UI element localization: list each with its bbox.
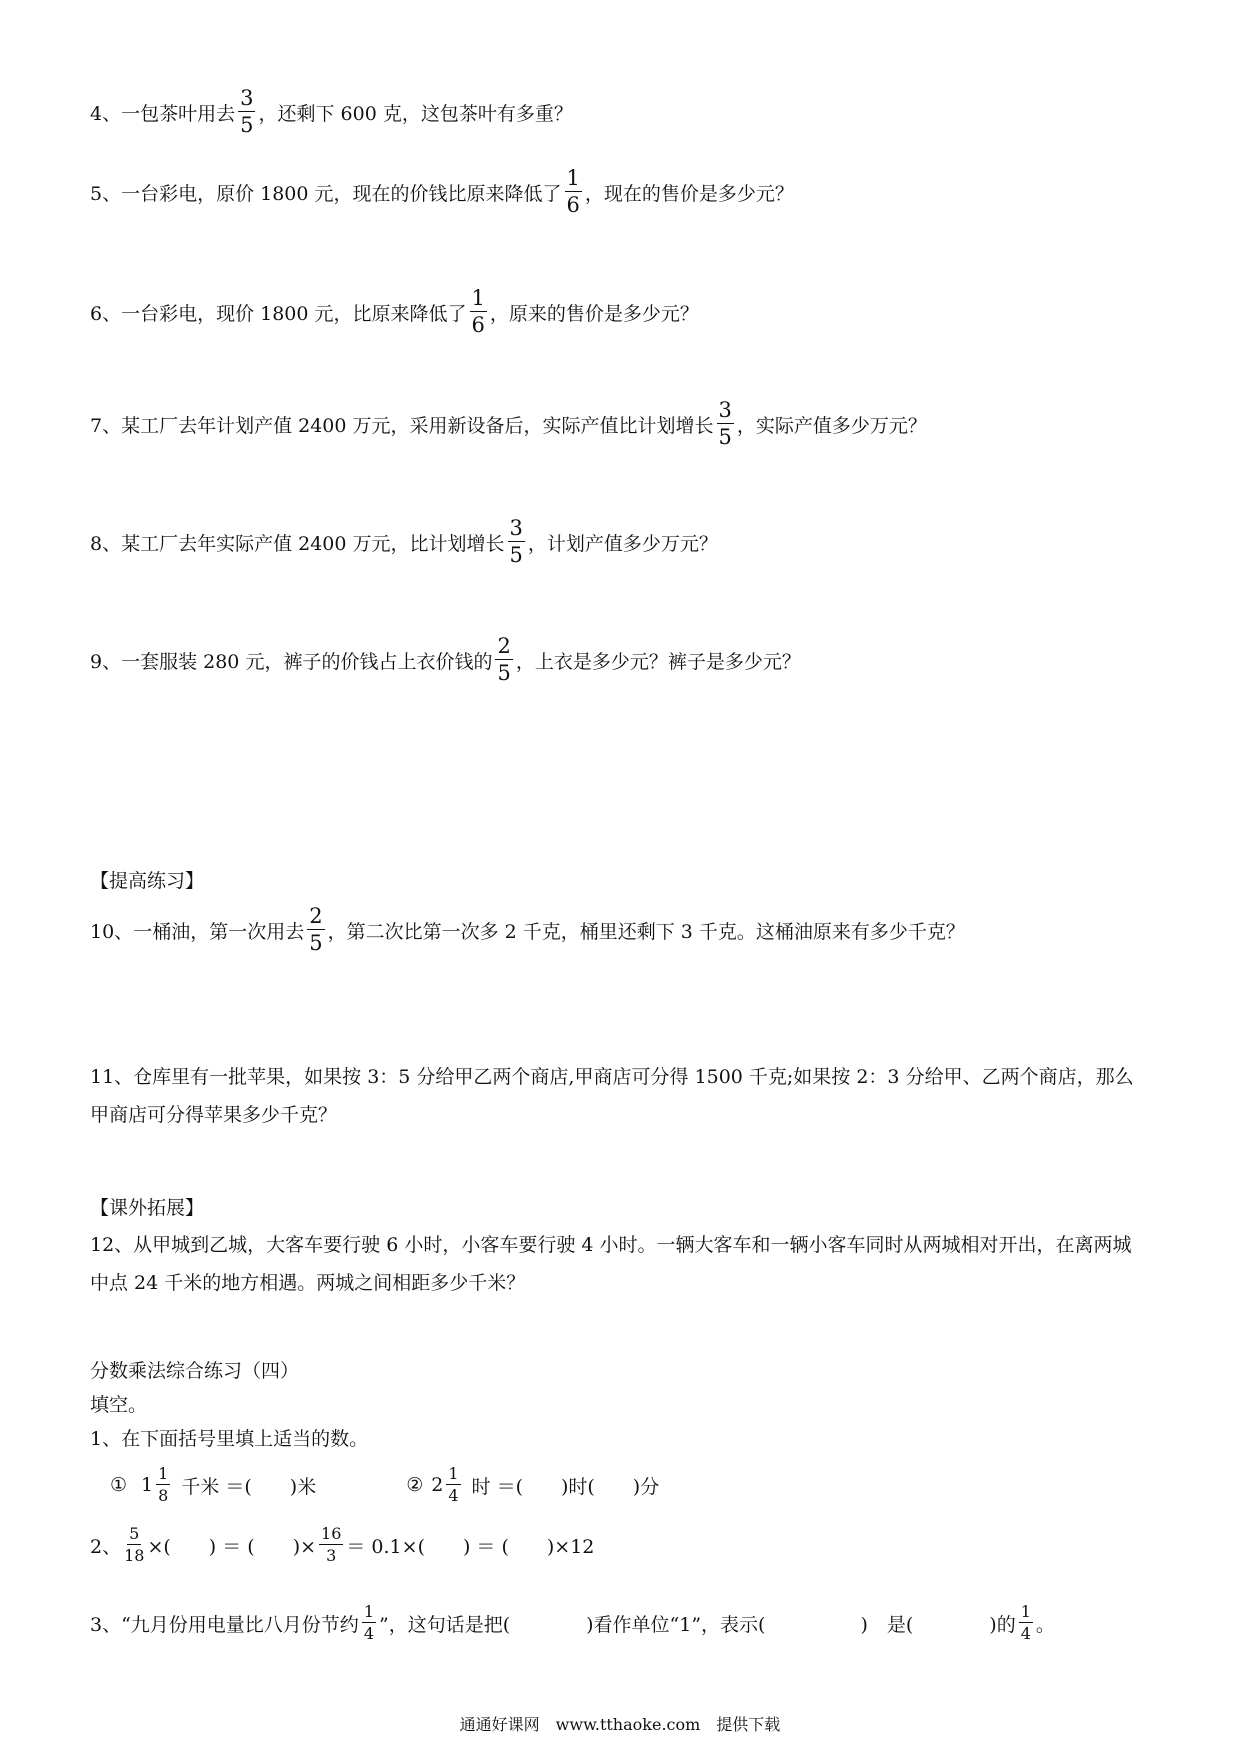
item-marker: ②	[406, 1474, 424, 1496]
problem-number: 6、	[90, 302, 122, 325]
whole-part: 1	[141, 1474, 154, 1496]
section-extension-heading: 【课外拓展】	[90, 1197, 205, 1219]
numerator: 3	[509, 516, 523, 540]
section-advanced-heading: 【提高练习】	[90, 870, 205, 892]
denominator: 5	[497, 661, 511, 685]
numerator: 3	[240, 86, 254, 110]
fraction	[508, 518, 525, 566]
fill-blank-label: 填空。	[90, 1394, 148, 1416]
problem-number: 5、	[90, 182, 122, 205]
question-text: 3、“九月份用电量比八月份节约	[90, 1613, 359, 1636]
fraction	[362, 1604, 376, 1642]
numerator: 16	[321, 1524, 342, 1543]
question-text: ”，这句话是把( )看作单位“1”，表示( ) 是( )的	[379, 1613, 1016, 1636]
problem-6	[90, 288, 699, 336]
item-text: 时 ＝( )时( )分	[471, 1475, 660, 1498]
problem-text: ，实际产值多少万元？	[736, 414, 927, 437]
problem-number: 4、	[90, 102, 122, 125]
problem-text: ，原来的售价是多少元？	[489, 302, 699, 325]
mixed-number	[141, 1466, 173, 1504]
problem-10	[90, 906, 965, 954]
numerator: 5	[129, 1524, 140, 1543]
page-footer: 通通好课网 www.tthaoke.com 提供下载	[459, 1715, 781, 1734]
problem-text: 某工厂去年计划产值 2400 万元，采用新设备后，实际产值比计划增长	[121, 414, 714, 437]
fraction	[319, 1526, 343, 1564]
problem-12: 12、从甲城到乙城，大客车要行驶 6 小时，小客车要行驶 4 小时。一辆大客车和一辆小客车同时从两城相对开出，在离两城中点 24 千米的地方相遇。两城之间相距多少千米？	[90, 1234, 1132, 1294]
problem-text: ，计划产值多少万元？	[527, 532, 718, 555]
problem-number: 9、	[90, 650, 122, 673]
problem-text: 一桶油，第一次用去	[133, 920, 305, 943]
numerator: 1	[1020, 1602, 1031, 1621]
fraction	[446, 1466, 460, 1504]
numerator: 1	[566, 166, 580, 190]
problem-number: 10、	[90, 920, 134, 943]
problem-11: 11、仓库里有一批苹果，如果按 3：5 分给甲乙两个商店,甲商店可分得 1500 千克;如果按 2：3 分给甲、乙两个商店，那么甲商店可分得苹果多少千克？	[90, 1066, 1134, 1126]
problem-text: ，现在的售价是多少元？	[584, 182, 794, 205]
fraction	[717, 400, 734, 448]
question-1-items	[110, 1466, 659, 1504]
problem-text: 一台彩电，现价 1800 元，比原来降低了	[121, 302, 467, 325]
item-text: 千米 ＝( )米	[181, 1475, 317, 1498]
denominator: 4	[363, 1624, 374, 1643]
denominator: 8	[158, 1486, 169, 1505]
problem-5	[90, 168, 794, 216]
exercise-title: 分数乘法综合练习（四）	[90, 1360, 300, 1382]
problem-text: ，上衣是多少元？裤子是多少元？	[515, 650, 801, 673]
denominator: 5	[309, 931, 323, 955]
problem-4	[90, 88, 573, 136]
equation-text: ×( ) ＝ ( )×	[147, 1535, 317, 1558]
question-text: 。	[1035, 1613, 1055, 1636]
problem-text: ，第二次比第一次多 2 千克，桶里还剩下 3 千克。这桶油原来有多少千克？	[327, 920, 965, 943]
problem-text: 一套服装 280 元，裤子的价钱占上衣价钱的	[121, 650, 493, 673]
problem-number: 7、	[90, 414, 122, 437]
question-2	[90, 1526, 594, 1564]
question-1-text: 1、在下面括号里填上适当的数。	[90, 1428, 369, 1450]
problem-9	[90, 636, 801, 684]
fraction	[307, 906, 324, 954]
question-3	[90, 1604, 1055, 1642]
problem-text: 一台彩电，原价 1800 元，现在的价钱比原来降低了	[121, 182, 562, 205]
fraction	[156, 1466, 170, 1504]
problem-text: 某工厂去年实际产值 2400 万元，比计划增长	[121, 532, 505, 555]
numerator: 3	[718, 398, 732, 422]
numerator: 2	[497, 634, 511, 658]
problem-8	[90, 518, 718, 566]
whole-part: 2	[431, 1474, 444, 1496]
fraction	[238, 88, 255, 136]
fraction	[124, 1526, 144, 1564]
denominator: 3	[326, 1546, 337, 1565]
denominator: 6	[566, 193, 580, 217]
denominator: 4	[448, 1486, 459, 1505]
fraction	[470, 288, 487, 336]
denominator: 4	[1020, 1624, 1031, 1643]
denominator: 5	[509, 543, 523, 567]
fraction	[495, 636, 512, 684]
denominator: 18	[124, 1546, 145, 1565]
denominator: 5	[240, 113, 254, 137]
problem-number: 2、	[90, 1535, 122, 1558]
fraction	[1019, 1604, 1033, 1642]
numerator: 1	[448, 1464, 459, 1483]
problem-text: ，还剩下 600 克，这包茶叶有多重？	[258, 102, 573, 125]
problem-text: 一包茶叶用去	[121, 102, 236, 125]
mixed-number	[431, 1466, 463, 1504]
equation-text: ＝ 0.1×( ) ＝ ( )×12	[346, 1535, 595, 1558]
denominator: 5	[718, 425, 732, 449]
problem-7	[90, 400, 927, 448]
denominator: 6	[471, 313, 485, 337]
item-marker: ①	[110, 1474, 128, 1496]
numerator: 1	[363, 1602, 374, 1621]
fraction	[565, 168, 582, 216]
numerator: 1	[471, 286, 485, 310]
numerator: 1	[158, 1464, 169, 1483]
numerator: 2	[309, 904, 323, 928]
problem-number: 8、	[90, 532, 122, 555]
